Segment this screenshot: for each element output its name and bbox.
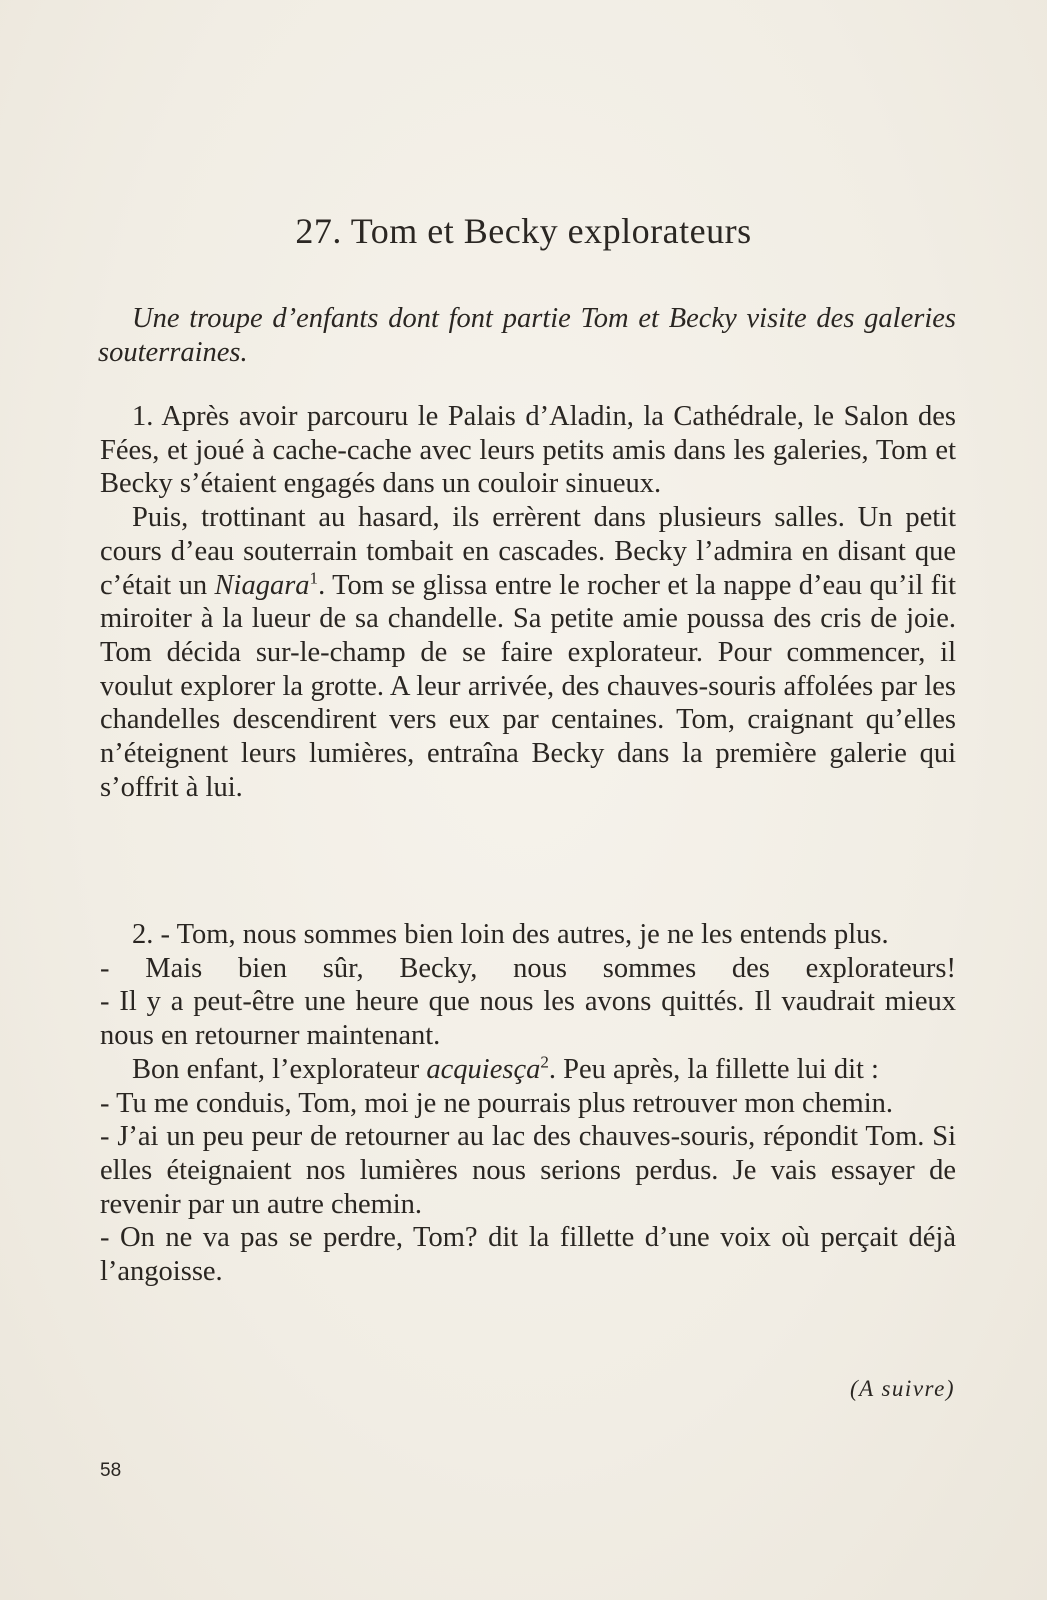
footnote-marker-1: 1 (309, 568, 319, 588)
section-2-number: 2. (132, 919, 154, 950)
narration-text-b: . Peu après, la fillette lui dit : (548, 1053, 879, 1085)
section-1-text-2a: Puis, trottinant au hasard, ils errèrent dans plusieurs salles. Un petit cours d’eau souterrain tombait en cascades. Becky l’admira en disant que c’était un (100, 502, 956, 601)
acquiesca-word: acquiesça (426, 1053, 541, 1085)
to-be-continued: (A suivre) (849, 1376, 955, 1401)
section-1 (100, 400, 956, 804)
dialogue-line-2: - Mais bien sûr, Becky, nous sommes des explorateurs! (100, 952, 956, 984)
footnote-marker-2: 2 (540, 1052, 549, 1072)
dialogue-line-5: - J’ai un peu peur de retourner au lac des chauves-souris, répondit Tom. Si elles éteignaient nos lumières nous serions perdus. Je vais essayer de revenir par un autre chemin. (100, 1121, 956, 1220)
section-1-paragraph-1 (100, 400, 956, 501)
chapter-intro (98, 302, 956, 370)
page-number: 58 (100, 1460, 122, 1481)
dialogue-line-4: - Tu me conduis, Tom, moi je ne pourrais plus retrouver mon chemin. (100, 1087, 894, 1119)
dialogue-line-6: - On ne va pas se perdre, Tom? dit la fillette d’une voix où perçait déjà l’angoisse. (100, 1222, 956, 1288)
section-1-text-1: Après avoir parcouru le Palais d’Aladin, la Cathédrale, le Salon des Fées, et joué à cache-cache avec leurs petits amis dans les galeries, Tom et Becky s’étaient engagés dans un couloir sinueux. (100, 401, 956, 500)
dialogue-text-1: - Tom, nous sommes bien loin des autres, je ne les entends plus. (160, 919, 889, 950)
chapter-title: 27. Tom et Becky explorateurs (295, 211, 752, 251)
section-1-number: 1. (132, 401, 154, 432)
section-1-text-2b: . Tom se glissa entre le rocher et la nappe d’eau qu’il fit miroiter à la lueur de sa chandelle. Sa petite amie poussa des cris de joie. Tom décida sur-le-champ de se faire explorateur. Pour commencer, il voulut explorer la grotte. A leur arrivée, des chauves-souris affolées par les chandelles descendirent vers eux par centaines. Tom, craignant qu’elles n’éteignent leurs lumières, entraîna Becky dans la première galerie qui s’offrit à lui. (100, 569, 956, 803)
narration-line (100, 1053, 956, 1087)
section-1-paragraph-2 (100, 501, 956, 804)
niagara-word: Niagara (214, 569, 310, 601)
narration-text-a: Bon enfant, l’explorateur (132, 1053, 420, 1085)
section-2 (100, 918, 956, 1289)
intro-text: Une troupe d’enfants dont font partie Tom et Becky visite des galeries souterraines. (98, 303, 956, 368)
dialogue-line-3: - Il y a peut-être une heure que nous les avons quittés. Il vaudrait mieux nous en retourner maintenant. (100, 986, 956, 1052)
dialogue-line-1 (100, 918, 956, 952)
